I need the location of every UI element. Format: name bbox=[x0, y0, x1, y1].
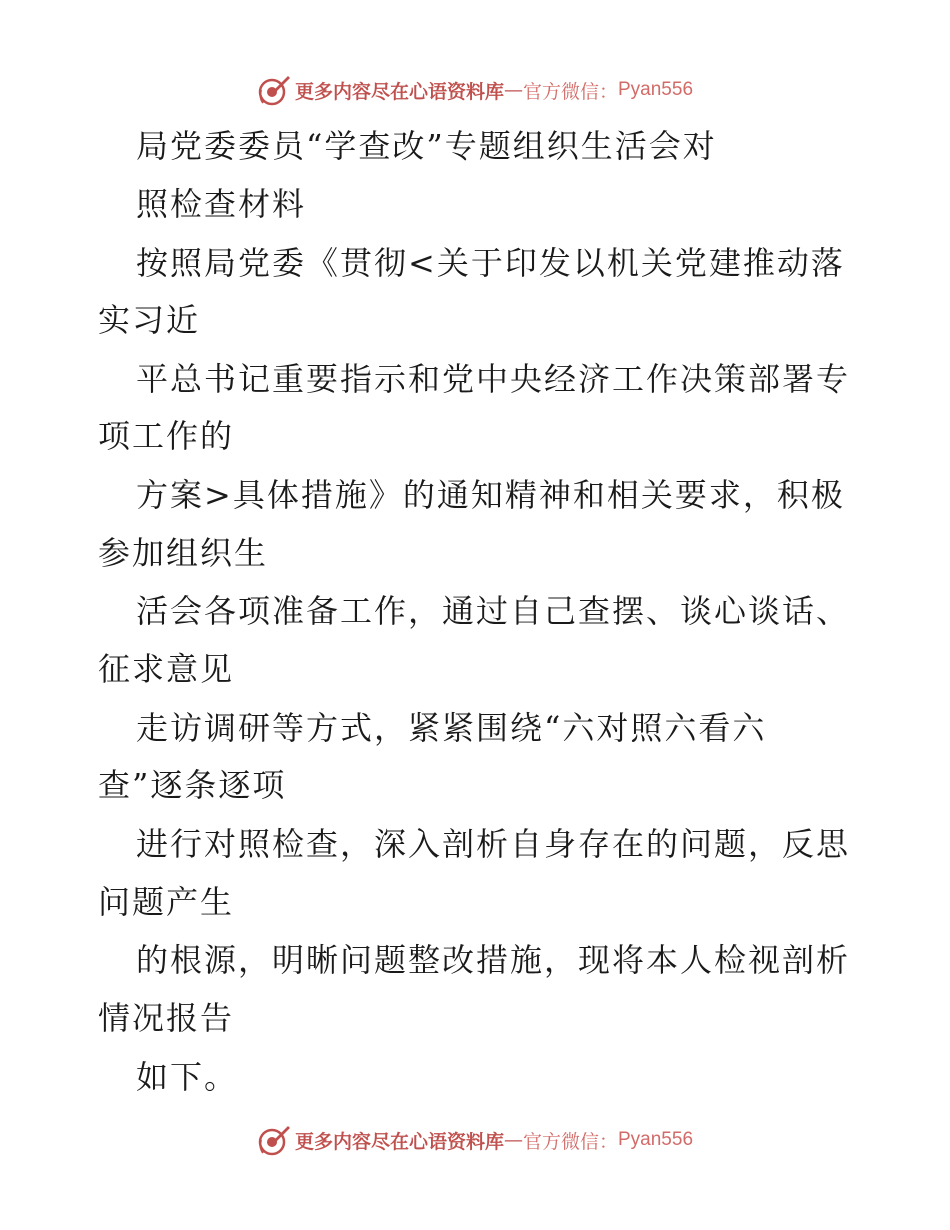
body-line: 的根源，明晰问题整改措施，现将本人检视剖析 bbox=[136, 941, 851, 979]
document-title-line-2: 照检查材料 bbox=[136, 185, 307, 223]
body-line: 走访调研等方式，紧紧围绕“六对照六看六 bbox=[136, 709, 767, 747]
watermark-wechat-label: 官方微信： bbox=[522, 80, 618, 103]
document-title-line-1: 局党委委员“学查改”专题组织生活会对 bbox=[136, 127, 717, 165]
watermark-separator: — bbox=[503, 79, 523, 101]
footer-watermark bbox=[0, 1120, 950, 1160]
body-line: 参加组织生 bbox=[98, 534, 269, 572]
body-line: 情况报告 bbox=[98, 999, 235, 1037]
body-line: 平总书记重要指示和党中央经济工作决策部署专 bbox=[136, 360, 851, 398]
watermark-brand-text: 更多内容尽在心语资料库 bbox=[294, 1130, 504, 1153]
body-line: 实习近 bbox=[98, 301, 201, 339]
watermark-separator: — bbox=[503, 1129, 523, 1151]
body-line: 方案>具体措施》的通知精神和相关要求，积极 bbox=[136, 476, 845, 514]
watermark-wechat-id: Pyan556 bbox=[618, 79, 694, 100]
watermark-brand-text: 更多内容尽在心语资料库 bbox=[294, 80, 504, 103]
header-watermark bbox=[0, 70, 950, 110]
pen-logo-icon bbox=[257, 1123, 291, 1157]
body-line: 查”逐条逐项 bbox=[98, 766, 287, 804]
body-line: 问题产生 bbox=[98, 883, 235, 921]
watermark-wechat-id: Pyan556 bbox=[618, 1129, 694, 1150]
body-line: 进行对照检查，深入剖析自身存在的问题，反思 bbox=[136, 825, 851, 863]
watermark-wechat-label: 官方微信： bbox=[522, 1130, 618, 1153]
body-line: 活会各项准备工作，通过自己查摆、谈心谈话、 bbox=[136, 592, 851, 630]
body-line: 如下。 bbox=[136, 1058, 239, 1096]
body-line: 项工作的 bbox=[98, 417, 235, 455]
pen-logo-icon bbox=[257, 73, 291, 107]
body-line: 征求意见 bbox=[98, 650, 235, 688]
body-line: 按照局党委《贯彻<关于印发以机关党建推动落 bbox=[136, 244, 845, 282]
